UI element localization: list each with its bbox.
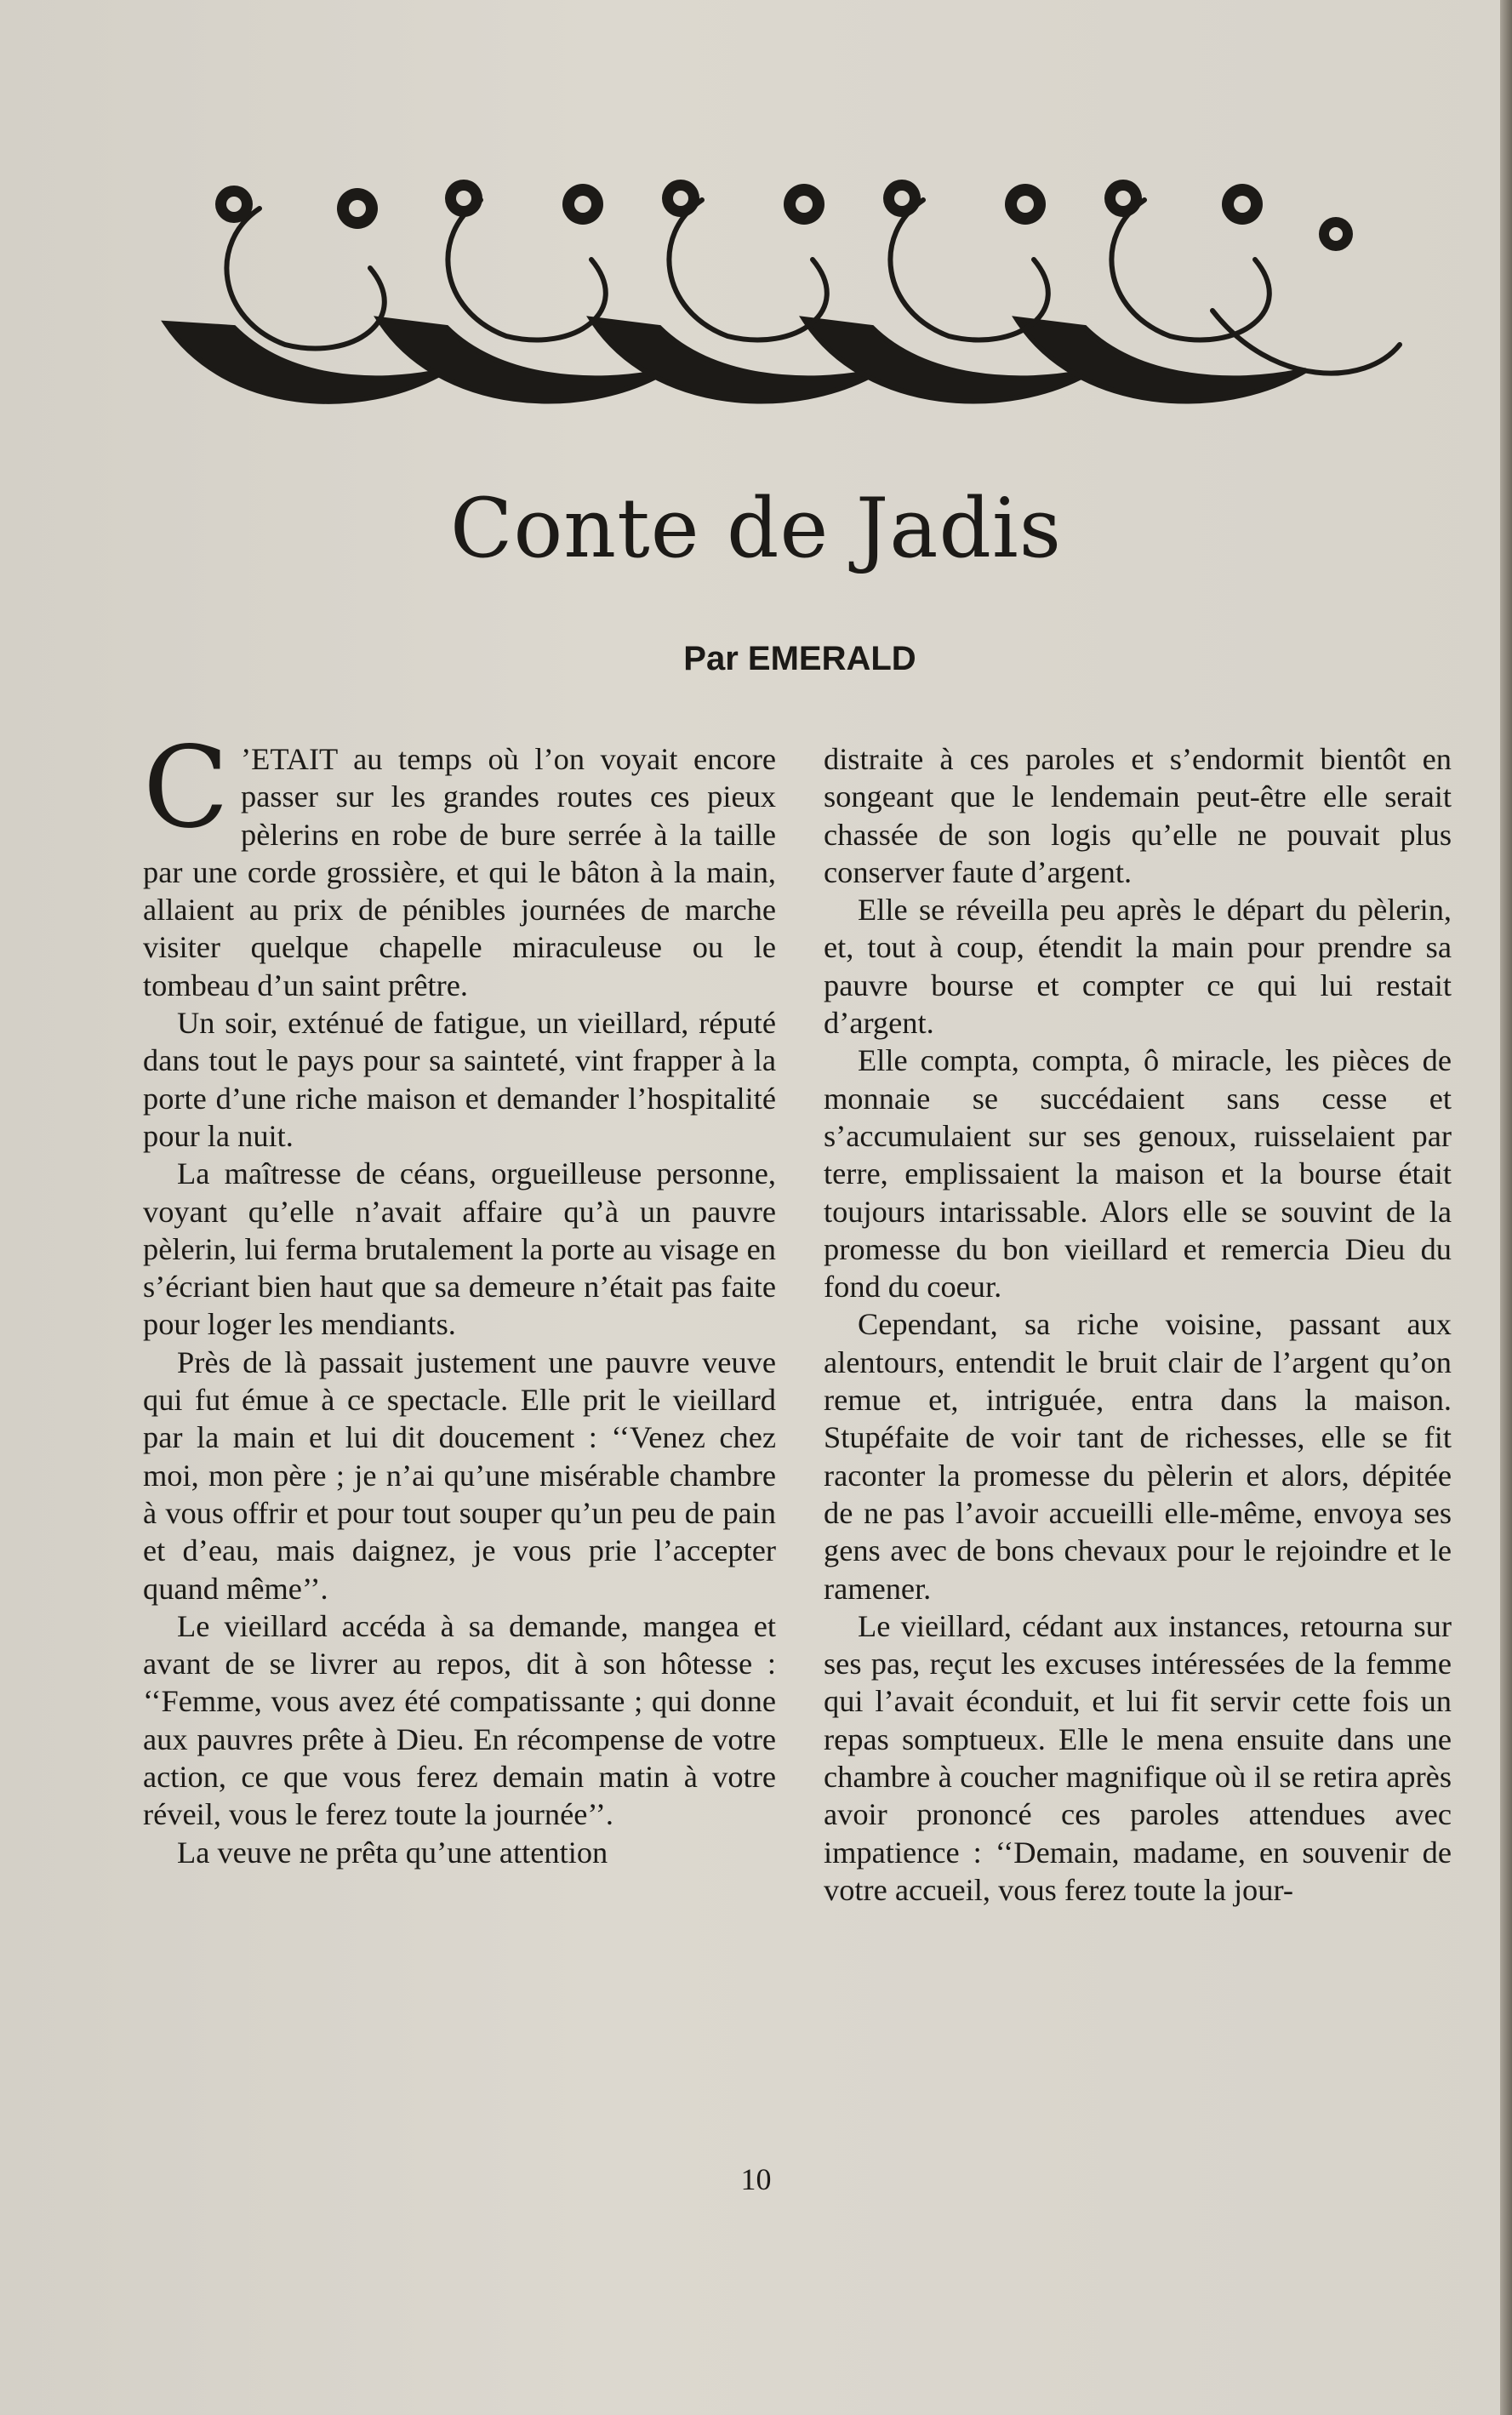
paragraph: Le vieillard accéda à sa demande, mangea et avant de se livrer au repos, dit à son hôtesse : ‘‘Femme, vous avez été compatissante ; qui donne aux pauvres prête à Dieu. En récompense de votre action, ce que vous ferez demain matin à votre réveil, vous le ferez toute la journée’’. <box>143 1608 776 1832</box>
paragraph: La maîtresse de céans, orgueilleuse personne, voyant qu’elle n’avait affaire qu’à un pauvre pèlerin, lui ferma brutalement la porte au visage en s’écriant bien haut que sa demeure n’était pas faite pour loger les mendiants. <box>143 1156 776 1342</box>
text-column-left <box>143 722 776 1871</box>
paragraph: Près de là passait justement une pauvre veuve qui fut émue à ce spectacle. Elle prit le vieillard par la main et lui dit doucement : ‘‘Venez chez moi, mon père ; je n’ai qu’une misérable chambre à vous offrir et pour tout souper qu’un peu de pain et d’eau, mais daignez, je vous prie l’accepter quand même’’. <box>143 1345 776 1606</box>
paragraph: La veuve ne prêta qu’une attention <box>177 1835 608 1870</box>
page-number: 10 <box>740 2162 772 2196</box>
page-edge-shadow <box>1500 0 1512 2415</box>
paragraph: Un soir, exténué de fatigue, un vieillard, réputé dans tout le pays pour sa sainteté, vint frapper à la porte d’une riche maison et demander l’hospitalité pour la nuit. <box>143 1006 776 1153</box>
paragraph <box>143 722 776 1004</box>
paragraph: Elle compta, compta, ô miracle, les pièces de monnaie se succédaient sans cesse et s’accumulaient sur ses genoux, ruisselaient par terre, emplissaient la maison et la bourse était toujours intarissable. Alors elle se souvint de la promesse du bon vieillard et remercia Dieu du fond du coeur. <box>824 1043 1452 1305</box>
text-column-right <box>824 740 1452 1909</box>
paragraph: Elle se réveilla peu après le départ du pèlerin, et, tout à coup, étendit la main pour prendre sa pauvre bourse et compter ce qui lui restait d’argent. <box>824 893 1452 1041</box>
paragraph: Le vieillard, cédant aux instances, retourna sur ses pas, reçut les excuses intéressées de la femme qui l’avait éconduit, et lui fit servir cette fois un repas somptueux. Elle le mena ensuite dans une chambre à coucher magnifique où il se retira après avoir prononcé ces paroles attendues avec impatience : ‘‘Demain, madame, en souvenir de votre accueil, vous ferez toute la jour- <box>824 1608 1452 1907</box>
article-byline: Par EMERALD <box>683 640 916 677</box>
article-title: Conte de Jadis <box>450 481 1062 576</box>
paragraph-text: ’ETAIT au temps où l’on voyait encore passer sur les grandes routes ces pieux pèlerins en robe de bure serrée à la taille par une corde grossière, et qui le bâton à la main, allaient au prix de pénibles journées de marche visiter quelque chapelle miraculeuse ou le tombeau d’un saint prêtre. <box>143 742 776 1002</box>
paragraph: Cependant, sa riche voisine, passant aux alentours, entendit le bruit clair de l’argent qu’on remue et, intriguée, entra dans la maison. Stupéfaite de voir tant de richesses, elle se fit raconter la promesse du pèlerin et alors, dépitée de ne pas l’avoir accueilli elle-même, envoya ses gens avec de bons chevaux pour le rejoindre et le ramener. <box>824 1307 1452 1606</box>
paragraph: distraite à ces paroles et s’endormit bientôt en songeant que le lendemain peut-être elle serait chassée de son logis qu’elle ne pouvait plus conserver faute d’argent. <box>824 742 1452 889</box>
drop-cap: C <box>143 722 229 854</box>
floral-ornament-header <box>157 174 1412 430</box>
